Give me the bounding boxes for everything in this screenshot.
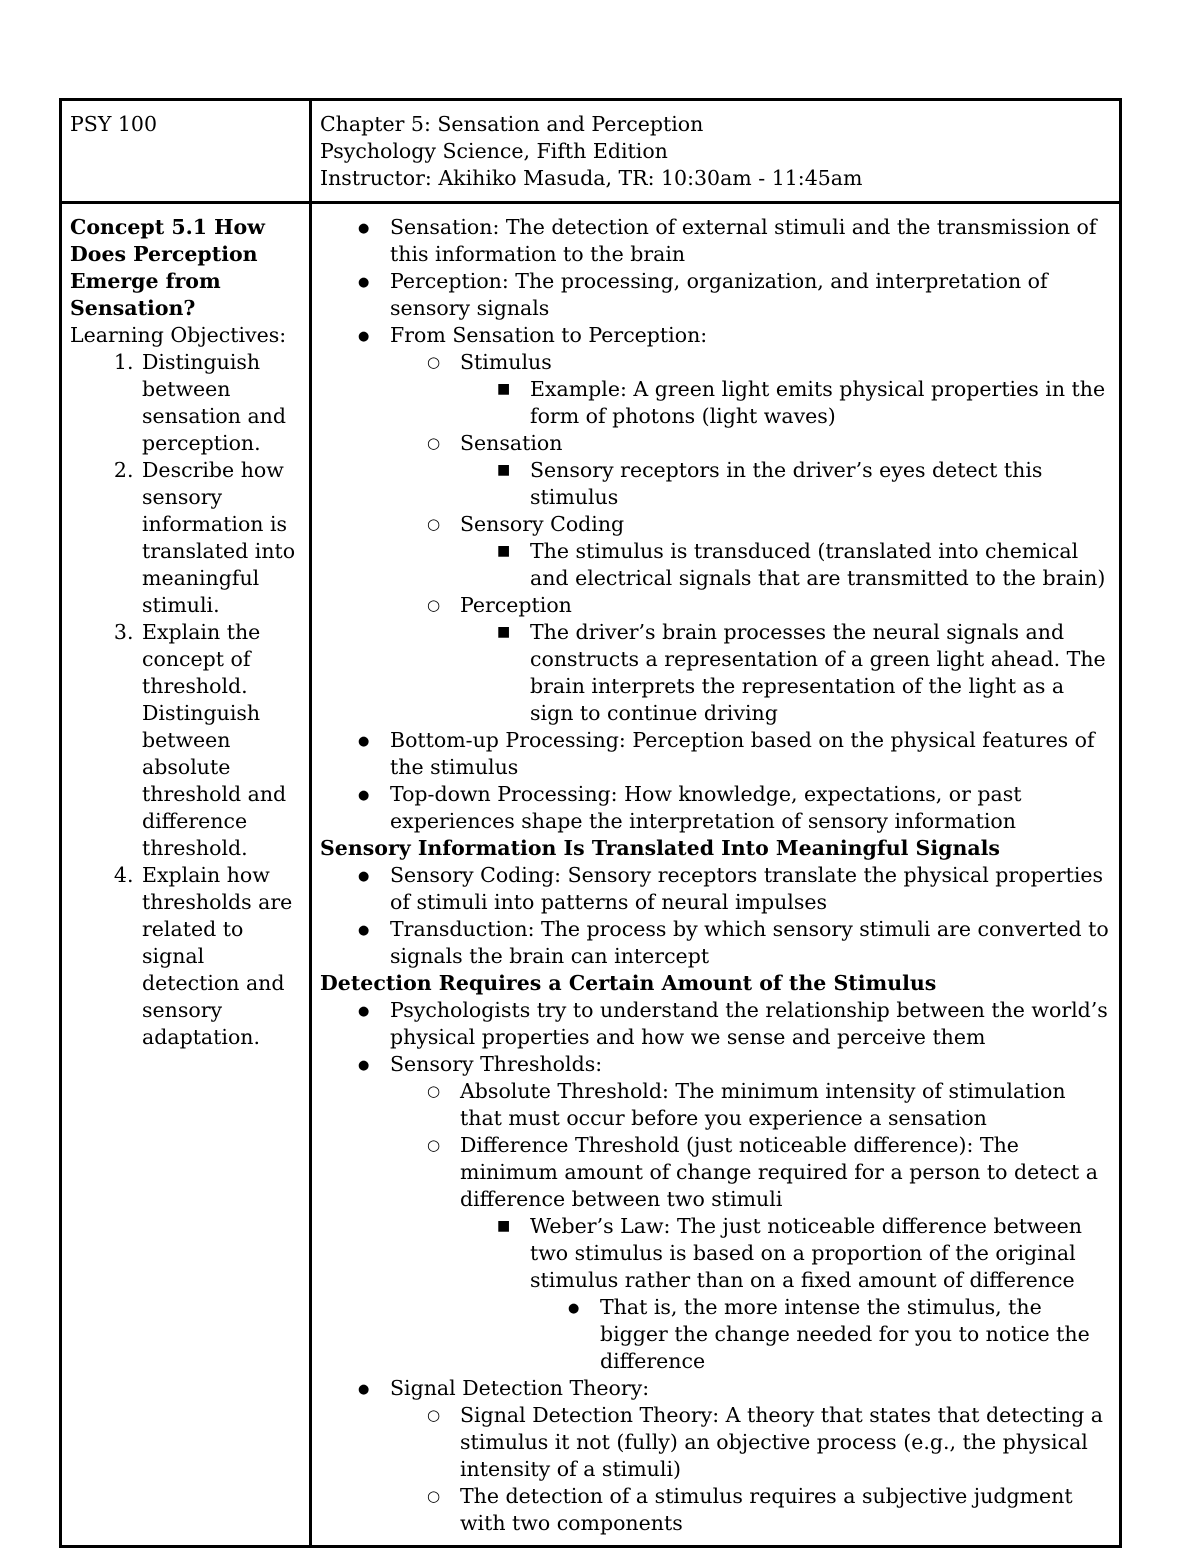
step-item bbox=[460, 430, 1111, 511]
bullet-text: Sensory Thresholds: bbox=[390, 1052, 603, 1076]
step-detail: ■ Sensory receptors in the driver’s eyes detect this stimulus bbox=[530, 457, 1111, 511]
objective-item: 2. Describe how sensory information is translated into meaningful stimuli. bbox=[140, 457, 301, 619]
concept-cell bbox=[61, 203, 311, 1547]
step-detail: ■ Example: A green light emits physical properties in the form of photons (light waves) bbox=[530, 376, 1111, 430]
objective-item: 1. Distinguish between sensation and perception. bbox=[140, 349, 301, 457]
objective-item: 4. Explain how thresholds are related to signal detection and sensory adaptation. bbox=[140, 862, 301, 1051]
section3-list bbox=[320, 997, 1111, 1537]
instructor-info: Instructor: Akihiko Masuda, TR: 10:30am - 11:45am bbox=[320, 166, 863, 190]
concept-title: Concept 5.1 How Does Perception Emerge from Sensation? bbox=[70, 215, 265, 320]
weber-note-list bbox=[530, 1294, 1111, 1375]
sub-bullet-text: Difference Threshold (just noticeable difference): The minimum amount of change required for a person to detect a difference between two stimuli bbox=[460, 1133, 1099, 1211]
bullet-item: ● Transduction: The process by which sensory stimuli are converted to signals the brain can intercept bbox=[390, 916, 1111, 970]
chapter-info-cell bbox=[311, 100, 1121, 203]
chapter-title: Chapter 5: Sensation and Perception bbox=[320, 112, 704, 136]
course-cell bbox=[61, 100, 311, 203]
bullet-item: ● Bottom-up Processing: Perception based on the physical features of the stimulus bbox=[390, 727, 1111, 781]
weber-note: ● That is, the more intense the stimulus, the bigger the change needed for you to notice the difference bbox=[600, 1294, 1111, 1375]
step-detail-list bbox=[460, 619, 1111, 727]
bullet-item bbox=[390, 1375, 1111, 1537]
bullet-item: ● Top-down Processing: How knowledge, expectations, or past experiences shape the interpretation of sensory information bbox=[390, 781, 1111, 835]
sub-bullet-item: ○ Absolute Threshold: The minimum intensity of stimulation that must occur before you experience a sensation bbox=[460, 1078, 1111, 1132]
sdt-list bbox=[390, 1402, 1111, 1537]
notes-table bbox=[59, 98, 1122, 1548]
bullet-item: ● Psychologists try to understand the relationship between the world’s physical properties and how we sense and perceive them bbox=[390, 997, 1111, 1051]
step-label: Sensation bbox=[460, 431, 563, 455]
section-heading: Detection Requires a Certain Amount of the Stimulus bbox=[320, 971, 937, 995]
step-detail-list bbox=[460, 457, 1111, 511]
step-detail-list bbox=[460, 538, 1111, 592]
header-row bbox=[61, 100, 1121, 203]
sub-bullet-item bbox=[460, 1132, 1111, 1375]
intro-list bbox=[320, 214, 1111, 835]
weber-item bbox=[530, 1213, 1111, 1375]
step-item bbox=[460, 592, 1111, 727]
step-item bbox=[460, 511, 1111, 592]
book-title: Psychology Science, Fifth Edition bbox=[320, 139, 668, 163]
section-heading: Sensory Information Is Translated Into Meaningful Signals bbox=[320, 836, 1000, 860]
step-label: Sensory Coding bbox=[460, 512, 625, 536]
sub-bullet-item: ○ The detection of a stimulus requires a subjective judgment with two components bbox=[460, 1483, 1111, 1537]
bullet-item: ● Sensation: The detection of external stimuli and the transmission of this information to the brain bbox=[390, 214, 1111, 268]
steps-list bbox=[390, 349, 1111, 727]
step-detail: ■ The driver’s brain processes the neural signals and constructs a representation of a green light ahead. The brain interprets the representation of the light as a sign to continue driving bbox=[530, 619, 1111, 727]
content-row bbox=[61, 203, 1121, 1547]
step-item bbox=[460, 349, 1111, 430]
step-label: Perception bbox=[460, 593, 572, 617]
step-detail-list bbox=[460, 376, 1111, 430]
objective-item: 3. Explain the concept of threshold. Distinguish between absolute threshold and difference threshold. bbox=[140, 619, 301, 862]
bullet-item bbox=[390, 322, 1111, 727]
objectives-list bbox=[70, 349, 301, 1051]
step-label: Stimulus bbox=[460, 350, 552, 374]
weber-list bbox=[460, 1213, 1111, 1375]
thresholds-list bbox=[390, 1078, 1111, 1375]
course-code: PSY 100 bbox=[70, 112, 158, 136]
bullet-item: ● Sensory Coding: Sensory receptors translate the physical properties of stimuli into patterns of neural impulses bbox=[390, 862, 1111, 916]
notes-cell bbox=[311, 203, 1121, 1547]
bullet-text: Signal Detection Theory: bbox=[390, 1376, 650, 1400]
section2-list bbox=[320, 862, 1111, 970]
bullet-item: ● Perception: The processing, organization, and interpretation of sensory signals bbox=[390, 268, 1111, 322]
weber-text: Weber’s Law: The just noticeable difference between two stimulus is based on a proportion of the original stimulus rather than on a fixed amount of difference bbox=[530, 1214, 1082, 1292]
step-detail: ■ The stimulus is transduced (translated into chemical and electrical signals that are transmitted to the brain) bbox=[530, 538, 1111, 592]
objectives-label: Learning Objectives: bbox=[70, 323, 287, 347]
bullet-item bbox=[390, 1051, 1111, 1375]
bullet-text: From Sensation to Perception: bbox=[390, 323, 708, 347]
sub-bullet-item: ○ Signal Detection Theory: A theory that states that detecting a stimulus it not (fully) an objective process (e.g., the physical intensity of a stimuli) bbox=[460, 1402, 1111, 1483]
